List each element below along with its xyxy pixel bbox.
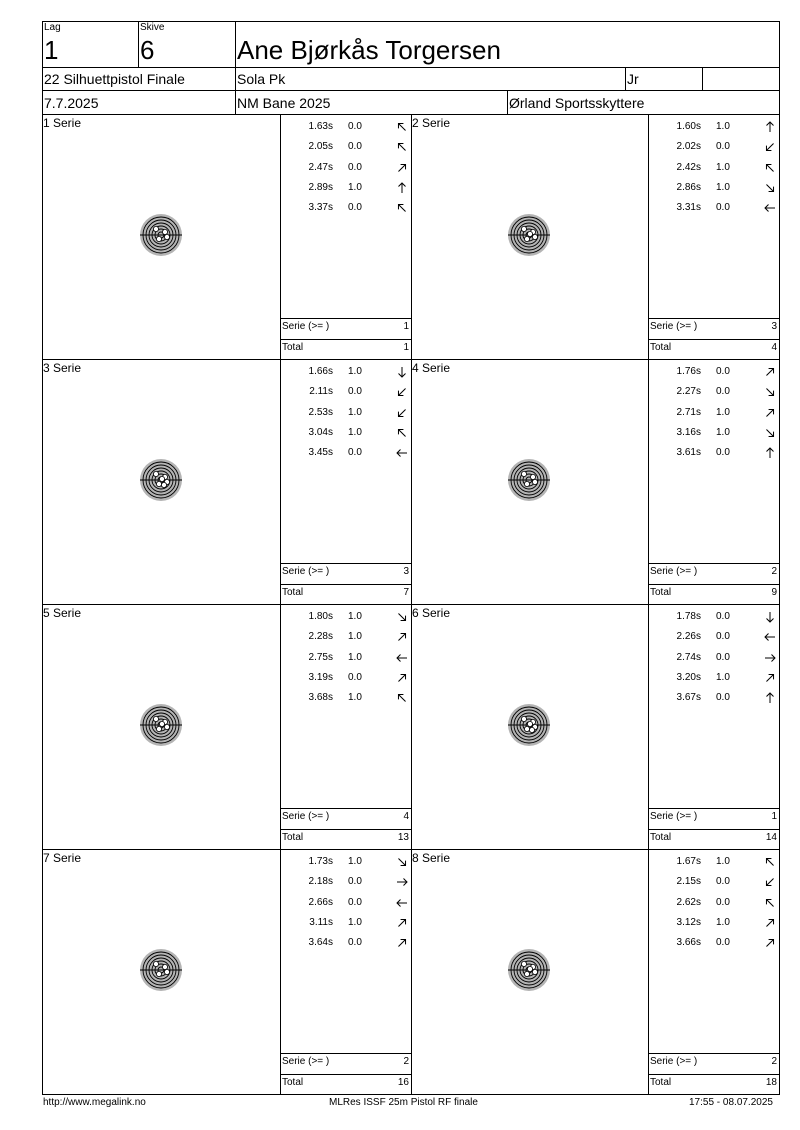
series-title: 3 Serie <box>43 361 82 375</box>
shot-score: 1.0 <box>348 611 362 622</box>
shot-time: 1.67s <box>676 856 701 867</box>
shot-score: 0.0 <box>348 447 362 458</box>
shot-score: 1.0 <box>716 121 730 132</box>
shot-time: 2.71s <box>676 407 701 418</box>
target-icon <box>136 455 186 505</box>
shot-row <box>649 408 777 420</box>
shot-direction-arrow-icon <box>764 856 776 868</box>
total-value: 13 <box>397 832 409 843</box>
shot-row <box>281 203 409 215</box>
shot-score: 0.0 <box>716 876 730 887</box>
shot-row <box>281 367 409 379</box>
total-label: Total <box>650 1077 672 1088</box>
serie-label: Serie (>= ) <box>650 566 698 577</box>
shot-time: 3.67s <box>676 692 701 703</box>
shot-direction-arrow-icon <box>396 631 408 643</box>
total-label: Total <box>650 342 672 353</box>
shot-row <box>281 632 409 644</box>
total-label: Total <box>282 587 304 598</box>
shooter-class: Jr <box>627 71 639 87</box>
shot-direction-arrow-icon <box>764 631 776 643</box>
shot-score: 1.0 <box>716 162 730 173</box>
shot-direction-arrow-icon <box>764 121 776 133</box>
shot-time: 2.26s <box>676 631 701 642</box>
serie-value: 4 <box>403 811 409 822</box>
shot-time: 1.73s <box>308 856 333 867</box>
shot-time: 2.18s <box>308 876 333 887</box>
target-icon <box>136 945 186 995</box>
shot-score: 0.0 <box>348 386 362 397</box>
shot-score: 1.0 <box>716 917 730 928</box>
shot-time: 3.16s <box>676 427 701 438</box>
series-title: 6 Serie <box>412 606 451 620</box>
serie-value: 2 <box>403 1056 409 1067</box>
shot-time: 1.60s <box>676 121 701 132</box>
shot-direction-arrow-icon <box>396 692 408 704</box>
total-value: 16 <box>397 1077 409 1088</box>
shot-direction-arrow-icon <box>764 202 776 214</box>
series-title: 4 Serie <box>412 361 451 375</box>
shot-score: 0.0 <box>348 141 362 152</box>
shot-time: 2.66s <box>308 897 333 908</box>
shot-row <box>649 387 777 399</box>
serie-value: 2 <box>771 1056 777 1067</box>
target-icon <box>504 700 554 750</box>
shot-score: 1.0 <box>348 182 362 193</box>
shot-time: 1.66s <box>308 366 333 377</box>
shot-direction-arrow-icon <box>764 937 776 949</box>
shot-time: 2.05s <box>308 141 333 152</box>
shot-direction-arrow-icon <box>764 427 776 439</box>
lag-label: Lag <box>44 22 61 33</box>
club-name: Sola Pk <box>237 71 286 87</box>
competition-name: 22 Silhuettpistol Finale <box>44 71 185 87</box>
shot-time: 2.75s <box>308 652 333 663</box>
shot-time: 2.15s <box>676 876 701 887</box>
shot-score: 1.0 <box>348 631 362 642</box>
total-label: Total <box>650 587 672 598</box>
footer-timestamp: 17:55 - 08.07.2025 <box>689 1097 773 1108</box>
shot-direction-arrow-icon <box>396 121 408 133</box>
total-value: 14 <box>765 832 777 843</box>
shot-time: 2.02s <box>676 141 701 152</box>
shot-time: 2.86s <box>676 182 701 193</box>
shot-score: 1.0 <box>348 427 362 438</box>
shot-time: 2.42s <box>676 162 701 173</box>
shot-direction-arrow-icon <box>396 856 408 868</box>
series-title: 8 Serie <box>412 851 451 865</box>
shot-direction-arrow-icon <box>764 611 776 623</box>
total-value: 1 <box>403 342 409 353</box>
serie-label: Serie (>= ) <box>282 566 330 577</box>
shot-direction-arrow-icon <box>396 427 408 439</box>
shot-direction-arrow-icon <box>764 141 776 153</box>
shot-time: 3.64s <box>308 937 333 948</box>
shot-row <box>649 367 777 379</box>
shot-row <box>281 857 409 869</box>
shot-row <box>649 673 777 685</box>
footer-url: http://www.megalink.no <box>43 1097 146 1108</box>
event-date: 7.7.2025 <box>44 95 99 111</box>
shot-row <box>281 387 409 399</box>
shot-direction-arrow-icon <box>396 386 408 398</box>
shot-score: 0.0 <box>716 447 730 458</box>
shot-direction-arrow-icon <box>764 407 776 419</box>
shot-time: 3.61s <box>676 447 701 458</box>
shot-direction-arrow-icon <box>396 407 408 419</box>
series-title: 7 Serie <box>43 851 82 865</box>
shot-direction-arrow-icon <box>396 447 408 459</box>
shot-row <box>649 898 777 910</box>
serie-label: Serie (>= ) <box>650 321 698 332</box>
total-label: Total <box>650 832 672 843</box>
shot-row <box>281 898 409 910</box>
target-icon <box>136 210 186 260</box>
series-title: 1 Serie <box>43 116 82 130</box>
shot-score: 1.0 <box>716 856 730 867</box>
shot-row <box>281 183 409 195</box>
serie-value: 3 <box>771 321 777 332</box>
shot-direction-arrow-icon <box>764 672 776 684</box>
serie-value: 1 <box>403 321 409 332</box>
shot-row <box>649 428 777 440</box>
shot-time: 3.12s <box>676 917 701 928</box>
shot-row <box>281 918 409 930</box>
shot-direction-arrow-icon <box>396 141 408 153</box>
shot-row <box>281 938 409 950</box>
shot-score: 0.0 <box>348 897 362 908</box>
shot-time: 2.47s <box>308 162 333 173</box>
shot-time: 1.78s <box>676 611 701 622</box>
shot-direction-arrow-icon <box>396 182 408 194</box>
total-value: 7 <box>403 587 409 598</box>
shot-score: 0.0 <box>348 202 362 213</box>
shot-score: 1.0 <box>716 407 730 418</box>
shot-row <box>649 632 777 644</box>
shot-row <box>649 653 777 665</box>
target-icon <box>504 455 554 505</box>
shot-score: 0.0 <box>716 386 730 397</box>
shot-direction-arrow-icon <box>396 611 408 623</box>
shot-direction-arrow-icon <box>764 917 776 929</box>
shot-score: 1.0 <box>348 692 362 703</box>
shot-direction-arrow-icon <box>396 366 408 378</box>
shot-direction-arrow-icon <box>764 897 776 909</box>
total-value: 18 <box>765 1077 777 1088</box>
shot-time: 2.27s <box>676 386 701 397</box>
shot-row <box>281 612 409 624</box>
shot-time: 3.66s <box>676 937 701 948</box>
shot-score: 0.0 <box>716 141 730 152</box>
shot-score: 1.0 <box>716 182 730 193</box>
shot-row <box>281 408 409 420</box>
shot-row <box>281 448 409 460</box>
shot-time: 1.80s <box>308 611 333 622</box>
series-title: 5 Serie <box>43 606 82 620</box>
shot-score: 1.0 <box>348 366 362 377</box>
shot-score: 0.0 <box>716 652 730 663</box>
shot-score: 0.0 <box>716 937 730 948</box>
shot-score: 0.0 <box>716 897 730 908</box>
shot-time: 2.53s <box>308 407 333 418</box>
shot-time: 3.04s <box>308 427 333 438</box>
shooter-name: Ane Bjørkås Torgersen <box>237 35 501 65</box>
skive-label: Skive <box>140 22 165 33</box>
shot-row <box>281 877 409 889</box>
event-name: NM Bane 2025 <box>237 95 331 111</box>
total-label: Total <box>282 832 304 843</box>
shot-row <box>281 693 409 705</box>
shot-score: 1.0 <box>716 427 730 438</box>
serie-value: 1 <box>771 811 777 822</box>
serie-label: Serie (>= ) <box>650 811 698 822</box>
serie-value: 3 <box>403 566 409 577</box>
shot-score: 0.0 <box>348 937 362 948</box>
shot-time: 3.45s <box>308 447 333 458</box>
shot-row <box>281 653 409 665</box>
shot-score: 1.0 <box>348 652 362 663</box>
shot-direction-arrow-icon <box>764 652 776 664</box>
shot-time: 3.31s <box>676 202 701 213</box>
shot-direction-arrow-icon <box>396 876 408 888</box>
shot-direction-arrow-icon <box>396 897 408 909</box>
serie-label: Serie (>= ) <box>282 321 330 332</box>
shot-score: 0.0 <box>348 162 362 173</box>
shot-direction-arrow-icon <box>396 202 408 214</box>
shot-score: 1.0 <box>348 917 362 928</box>
shot-score: 0.0 <box>716 366 730 377</box>
serie-label: Serie (>= ) <box>282 1056 330 1067</box>
shot-row <box>649 938 777 950</box>
footer-software: MLRes ISSF 25m Pistol RF finale <box>329 1097 478 1108</box>
total-label: Total <box>282 1077 304 1088</box>
serie-label: Serie (>= ) <box>650 1056 698 1067</box>
shot-direction-arrow-icon <box>396 672 408 684</box>
shot-row <box>649 857 777 869</box>
shot-row <box>649 203 777 215</box>
shot-time: 2.28s <box>308 631 333 642</box>
shot-direction-arrow-icon <box>764 162 776 174</box>
shot-score: 0.0 <box>348 121 362 132</box>
shot-row <box>281 673 409 685</box>
shot-row <box>649 918 777 930</box>
shot-row <box>649 142 777 154</box>
serie-value: 2 <box>771 566 777 577</box>
shot-score: 0.0 <box>348 672 362 683</box>
shot-score: 0.0 <box>716 692 730 703</box>
shot-direction-arrow-icon <box>764 182 776 194</box>
shot-row <box>281 122 409 134</box>
shot-direction-arrow-icon <box>764 366 776 378</box>
shot-direction-arrow-icon <box>396 937 408 949</box>
total-label: Total <box>282 342 304 353</box>
target-icon <box>136 700 186 750</box>
shot-direction-arrow-icon <box>764 692 776 704</box>
serie-label: Serie (>= ) <box>282 811 330 822</box>
lag-value: 1 <box>44 35 59 65</box>
shot-time: 2.11s <box>309 386 333 397</box>
shot-row <box>649 612 777 624</box>
shot-score: 0.0 <box>348 876 362 887</box>
shot-row <box>649 693 777 705</box>
shot-time: 3.68s <box>308 692 333 703</box>
shot-row <box>649 163 777 175</box>
shot-row <box>649 183 777 195</box>
shot-score: 1.0 <box>348 856 362 867</box>
shot-row <box>281 428 409 440</box>
shot-time: 2.74s <box>676 652 701 663</box>
shot-direction-arrow-icon <box>764 876 776 888</box>
shot-score: 1.0 <box>716 672 730 683</box>
shot-direction-arrow-icon <box>396 917 408 929</box>
shot-direction-arrow-icon <box>396 162 408 174</box>
shot-row <box>649 448 777 460</box>
shot-time: 2.89s <box>308 182 333 193</box>
shot-time: 3.37s <box>308 202 333 213</box>
shot-direction-arrow-icon <box>396 652 408 664</box>
shot-direction-arrow-icon <box>764 447 776 459</box>
skive-value: 6 <box>140 35 155 65</box>
shot-time: 3.11s <box>309 917 333 928</box>
target-icon <box>504 945 554 995</box>
shot-row <box>649 122 777 134</box>
shot-score: 0.0 <box>716 631 730 642</box>
total-value: 4 <box>771 342 777 353</box>
shot-time: 3.20s <box>676 672 701 683</box>
shot-score: 0.0 <box>716 611 730 622</box>
shot-time: 1.63s <box>308 121 333 132</box>
target-icon <box>504 210 554 260</box>
shot-row <box>281 142 409 154</box>
shot-row <box>281 163 409 175</box>
shot-time: 1.76s <box>676 366 701 377</box>
shot-direction-arrow-icon <box>764 386 776 398</box>
organizer-name: Ørland Sportsskyttere <box>509 95 645 111</box>
shot-row <box>649 877 777 889</box>
shot-score: 0.0 <box>716 202 730 213</box>
total-value: 9 <box>771 587 777 598</box>
shot-score: 1.0 <box>348 407 362 418</box>
shot-time: 2.62s <box>676 897 701 908</box>
shot-time: 3.19s <box>308 672 333 683</box>
series-title: 2 Serie <box>412 116 451 130</box>
